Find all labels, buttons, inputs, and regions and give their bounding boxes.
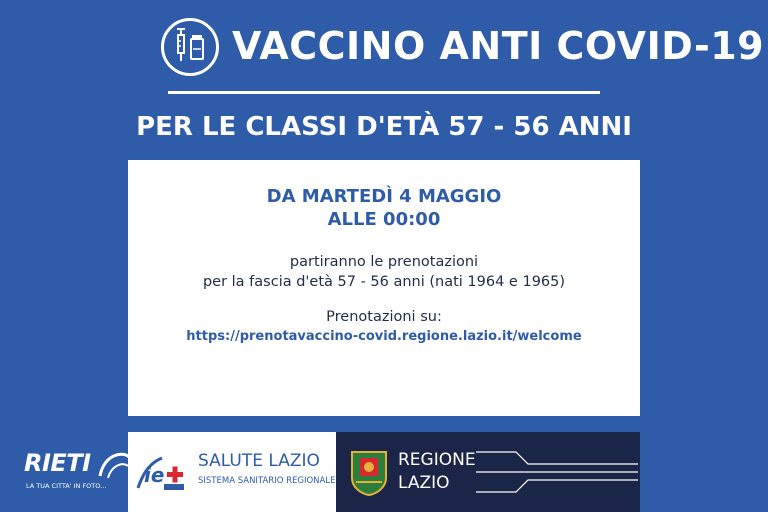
regione-lazio-decoration	[476, 444, 638, 500]
salute-lazio-title: SALUTE LAZIO	[198, 451, 320, 471]
announcement-date: DA MARTEDÌ 4 MAGGIO	[266, 186, 502, 207]
salute-lazio-mark	[134, 448, 188, 500]
announcement-panel	[128, 160, 640, 416]
header	[0, 0, 768, 160]
rieti-logo-word: RIETI	[24, 449, 91, 477]
svg-text:ie: ie	[144, 463, 165, 487]
rieti-logo	[24, 448, 134, 504]
page-title: VACCINO ANTI COVID-19	[232, 24, 765, 68]
announcement-time: ALLE 00:00	[327, 209, 441, 230]
booking-label: Prenotazioni su:	[326, 309, 442, 325]
regione-lazio-word-1: REGIONE	[398, 450, 476, 470]
salute-lazio-subtitle: SISTEMA SANITARIO REGIONALE	[198, 476, 336, 486]
page-subtitle: PER LE CLASSI D'ETÀ 57 - 56 ANNI	[136, 112, 632, 142]
announcement-body-line-1: partiranno le prenotazioni	[289, 254, 479, 270]
announcement-body-line-2: per la fascia d'età 57 - 56 anni (nati 1964 e 1965)	[202, 274, 566, 290]
salute-lazio-logo	[128, 432, 336, 512]
rieti-logo-tagline: LA TUA CITTA' IN FOTO...	[26, 482, 107, 490]
title-divider	[168, 91, 600, 94]
booking-link[interactable]: https://prenotavaccino-covid.regione.lazio.it/welcome	[186, 329, 582, 344]
syringe-vial-icon	[161, 18, 219, 76]
regione-lazio-word-2: LAZIO	[398, 473, 450, 493]
regione-lazio-logo	[336, 432, 640, 512]
regione-lazio-crest-icon	[346, 448, 392, 496]
